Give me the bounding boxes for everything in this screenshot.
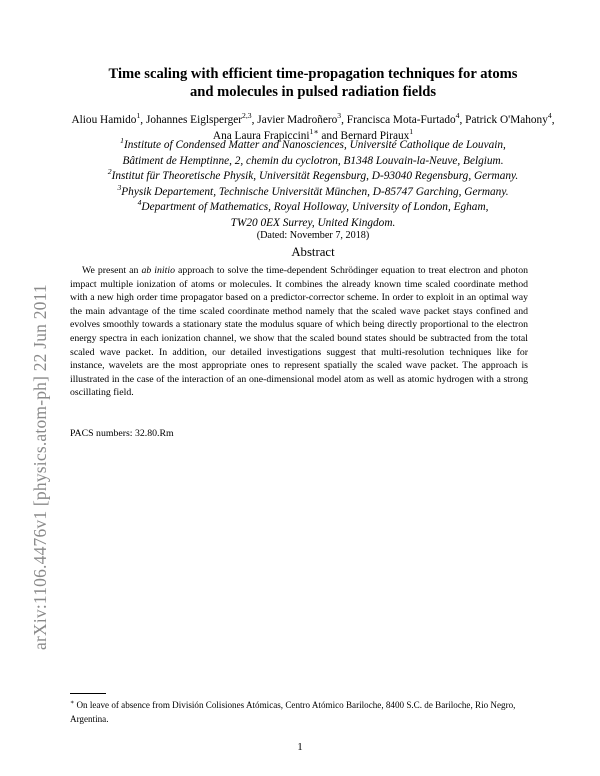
author: Aliou Hamido$^1$: [71, 111, 141, 126]
affiliation: $^1$Institute of Condensed Matter and Nanosciences, Université Catholique de Louvain, Bâtiment de Hemptinne, 2, chemin du cyclotron, B1348 Louvain-la-Neuve, Belgium.: [120, 136, 506, 167]
author: Francisca Mota-Furtado$^4$: [346, 111, 460, 126]
author: Patrick O'Mahony$^4$: [465, 111, 552, 126]
title-line-2: and molecules in pulsed radiation fields: [189, 83, 437, 100]
abstract-heading: Abstract: [291, 245, 335, 259]
author: Javier Madroñero$^3$: [257, 111, 342, 126]
affiliation: $^3$Physik Departement, Technische Universität München, D-85747 Garching, Germany.: [117, 183, 509, 198]
author: Bernard Piraux$^1$: [340, 126, 414, 142]
footnote: ∗ On leave of absence from División Colisiones Atómicas, Centro Atómico Bariloche, 8400 S.C. de Bariloche, Rio Negro, Argentina.: [70, 698, 516, 724]
affiliation: $^2$Institut für Theoretische Physik, Universität Regensburg, D-93040 Regensburg, Germany.: [107, 167, 519, 183]
abstract-text: We present an ab initio approach to solve the time-dependent Schrödinger equation to treat electron and photon impact multiple ionization of atoms or molecules. It combines the already known time scaled coordinate method with a new high order time propagator based on a predictor-corrector scheme. In order to exploit in an optimal way the main advantage of the time scaled coordinate method namely that the scaled wave packet stays confined and evolves smoothly towards a stationary state the modulus square of which being directly proportional to the electron energy spectra in each ionization channel, we show that the scaled bound states should be subtracted from the total scaled wave packet. In addition, our detailed investigations suggest that multi-resolution techniques like for instance, wavelets are the most appropriate ones to represent spatially the scaled wave packet. The approach is illustrated in the case of the interaction of an one-dimensional model atom as well as atomic hydrogen with a strong oscillating field.: [70, 265, 528, 399]
author: Johannes Eiglsperger$^{2,3}$: [145, 111, 252, 126]
arxiv-identifier: arXiv:1106.4476v1 [physics.atom-ph] 22 Jun 2011: [30, 284, 50, 650]
author: Ana Laura Frapiccini$^{1∗}$: [212, 126, 319, 142]
author-conjunction: and: [321, 129, 338, 142]
pacs-numbers: PACS numbers: 32.80.Rm: [70, 428, 174, 439]
title-line-1: Time scaling with efficient time-propagation techniques for atoms: [108, 66, 518, 82]
affiliation-list: [70, 138, 556, 232]
date-line: (Dated: November 7, 2018): [256, 230, 370, 241]
paper-title: [50, 66, 576, 101]
page-number: 1: [297, 741, 303, 753]
affiliation: $^4$Department of Mathematics, Royal Holloway, University of London, Egham, TW20 0EX Surrey, United Kingdom.: [137, 198, 489, 229]
footnote-rule: [70, 693, 106, 694]
author-list: Aliou Hamido$^1$, Johannes Eiglsperger$^{2,3}$, Javier Madroñero$^3$, Francisca Mota-Furtado$^4$, Patrick O'Mahony$^4$, Ana Laura Frapiccini$^{1∗}$ and Bernard Piraux$^1$: [71, 111, 555, 142]
